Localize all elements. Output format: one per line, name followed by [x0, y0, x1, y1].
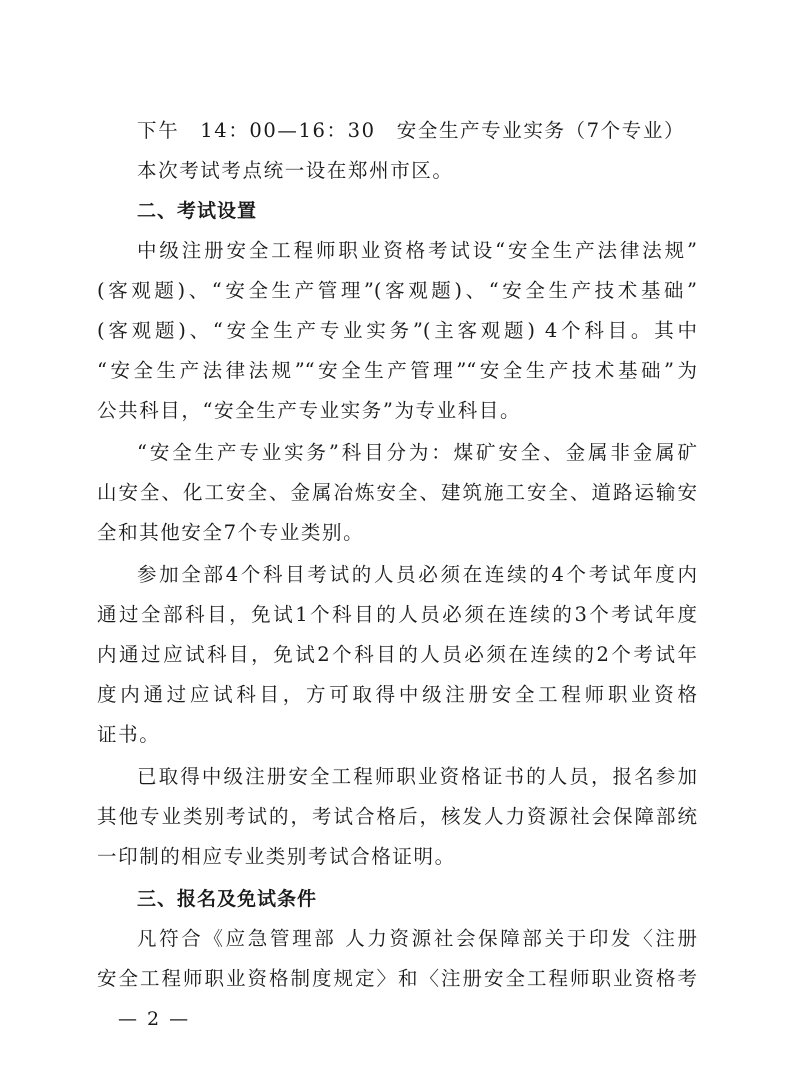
paragraph-line: 通过全部科目，免试1个科目的人员必须在连续的3个考试年度: [97, 603, 697, 626]
paragraph-line: 其他专业类别考试的，考试合格后，核发人力资源社会保障部统: [97, 805, 697, 828]
paragraph-line: 中级注册安全工程师职业资格考试设“安全生产法律法规”: [137, 239, 697, 262]
paragraph-line: 证书。: [97, 723, 161, 746]
section-heading-exam-setup: 二、考试设置: [137, 200, 258, 222]
exam-schedule-afternoon: 下午 14：00—16：30 安全生产专业实务（7个专业）: [137, 119, 686, 142]
paragraph-line: 度内通过应试科目，方可取得中级注册安全工程师职业资格: [97, 683, 697, 706]
paragraph-line: “安全生产法律法规”“安全生产管理”“安全生产技术基础”为: [97, 359, 697, 382]
paragraph-line: 凡符合《应急管理部 人力资源社会保障部关于印发〈注册: [137, 927, 697, 950]
page-number: — 2 —: [118, 1008, 191, 1030]
paragraph-line: (客观题)、“安全生产管理”(客观题)、“安全生产技术基础”: [97, 279, 697, 302]
paragraph-line: 安全工程师职业资格制度规定〉和〈注册安全工程师职业资格考: [97, 967, 697, 990]
paragraph-line: 一印制的相应专业类别考试合格证明。: [97, 845, 456, 868]
paragraph-line: 内通过应试科目，免试2个科目的人员必须在连续的2个考试年: [97, 643, 697, 666]
exam-location-note: 本次考试考点统一设在郑州市区。: [137, 159, 454, 182]
paragraph-line: 公共科目，“安全生产专业实务”为专业科目。: [97, 399, 522, 422]
paragraph-line: 已取得中级注册安全工程师职业资格证书的人员，报名参加: [137, 765, 697, 788]
section-heading-registration: 三、报名及免试条件: [137, 888, 318, 910]
paragraph-line: 山安全、化工安全、金属冶炼安全、建筑施工安全、道路运输安: [97, 481, 697, 504]
paragraph-line: 全和其他安全7个专业类别。: [97, 521, 365, 544]
paragraph-line: 参加全部4个科目考试的人员必须在连续的4个考试年度内: [137, 563, 697, 586]
paragraph-line: “安全生产专业实务”科目分为：煤矿安全、金属非金属矿: [137, 441, 697, 464]
paragraph-line: (客观题)、“安全生产专业实务”(主客观题) 4个科目。其中: [97, 319, 697, 342]
